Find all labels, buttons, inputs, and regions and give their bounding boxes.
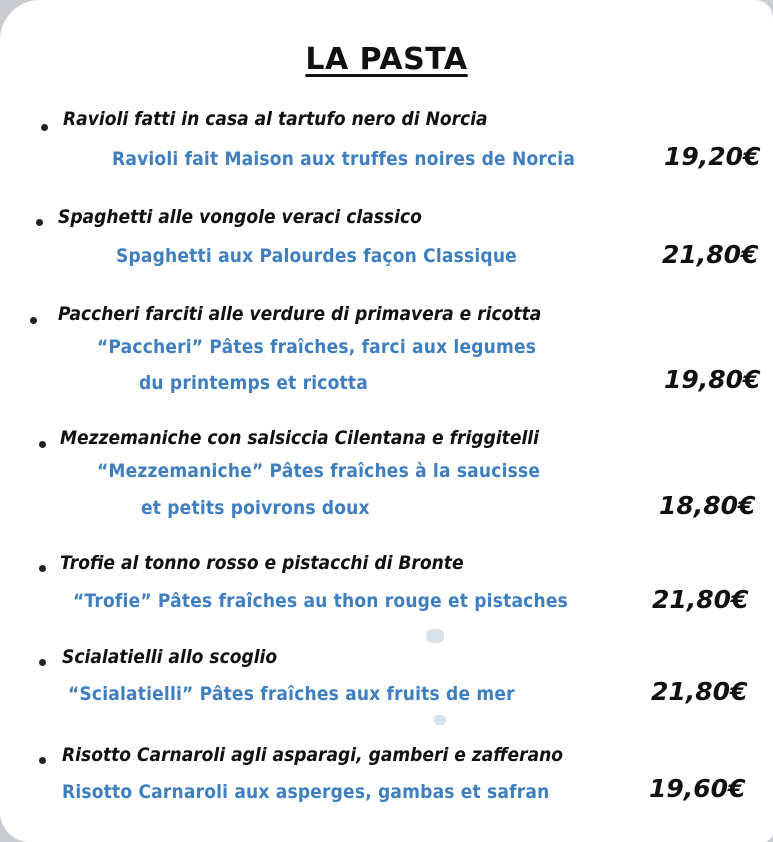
dish-price: 19,60€ xyxy=(649,774,746,803)
menu-title: LA PASTA xyxy=(305,42,468,77)
dish-french-description: “Scialatielli” Pâtes fraîches aux fruits de mer xyxy=(68,683,515,705)
smudge-mark xyxy=(434,715,446,725)
bullet-icon xyxy=(39,441,46,448)
dish-price: 19,20€ xyxy=(664,142,761,171)
dish-italian-name: Spaghetti alle vongole veraci classico xyxy=(58,206,422,228)
dish-french-description: Spaghetti aux Palourdes façon Classique xyxy=(116,245,517,267)
smudge-mark xyxy=(426,629,444,643)
dish-french-description: “Trofie” Pâtes fraîches au thon rouge et pistaches xyxy=(73,590,568,612)
dish-italian-name: Mezzemaniche con salsiccia Cilentana e friggitelli xyxy=(60,427,540,449)
dish-french-description: Ravioli fait Maison aux truffes noires de Norcia xyxy=(112,148,576,170)
bullet-icon xyxy=(39,659,46,666)
dish-italian-name: Paccheri farciti alle verdure di primavera e ricotta xyxy=(58,303,542,325)
dish-italian-name: Trofie al tonno rosso e pistacchi di Bronte xyxy=(60,552,464,574)
bullet-icon xyxy=(39,757,46,764)
dish-price: 21,80€ xyxy=(662,240,759,269)
dish-italian-name: Scialatielli allo scoglio xyxy=(62,646,278,668)
bullet-icon xyxy=(41,124,48,131)
dish-price: 21,80€ xyxy=(652,585,749,614)
dish-italian-name: Ravioli fatti in casa al tartufo nero di Norcia xyxy=(63,108,488,130)
dish-french-description-line2: et petits poivrons doux xyxy=(141,497,370,519)
dish-price: 21,80€ xyxy=(651,677,748,706)
dish-french-description-line2: du printemps et ricotta xyxy=(139,372,368,394)
dish-italian-name: Risotto Carnaroli agli asparagi, gamberi e zafferano xyxy=(62,744,564,766)
bullet-icon xyxy=(30,317,37,324)
dish-price: 18,80€ xyxy=(659,491,756,520)
bullet-icon xyxy=(36,219,43,226)
dish-french-description: “Mezzemaniche” Pâtes fraîches à la saucisse xyxy=(97,460,541,482)
bullet-icon xyxy=(39,565,46,572)
dish-french-description: “Paccheri” Pâtes fraîches, farci aux legumes xyxy=(97,336,537,358)
dish-price: 19,80€ xyxy=(664,365,761,394)
dish-french-description: Risotto Carnaroli aux asperges, gambas et safran xyxy=(62,781,550,803)
